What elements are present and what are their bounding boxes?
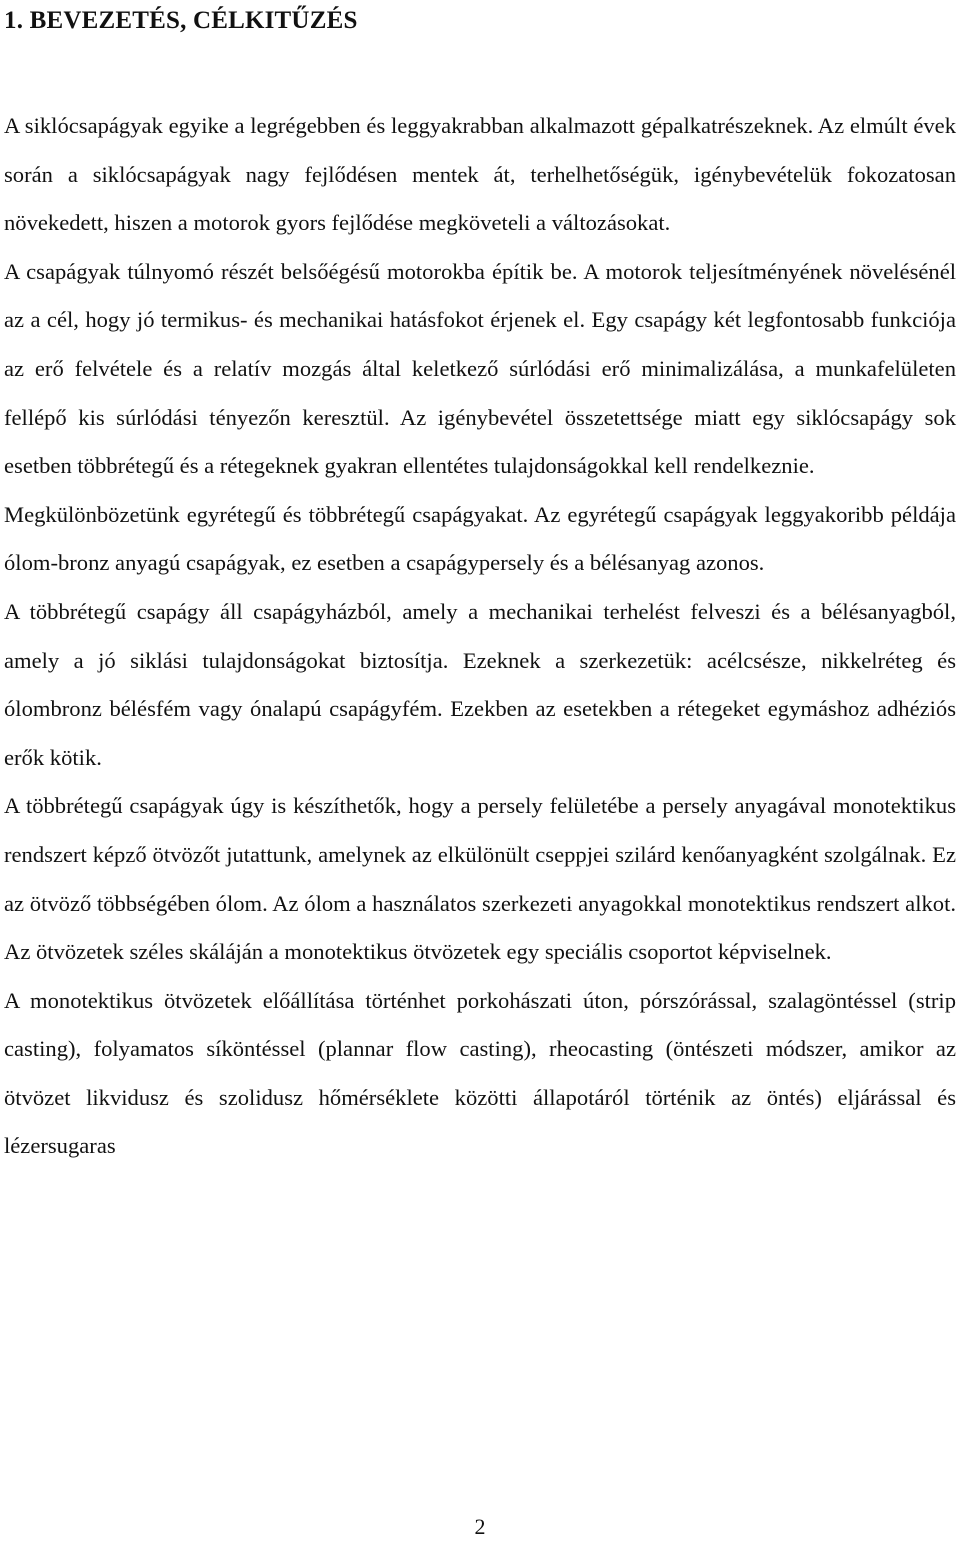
paragraph: A siklócsapágyak egyike a legrégebben és leggyakrabban alkalmazott gépalkatrészeknek. Az elmúlt évek során a siklócsapágyak nagy fejlődésen mentek át, terhelhetőségük, igénybevételük fokozatosan növekedett, hiszen a motorok gyors fejlődése megköveteli a változásokat. <box>4 113 956 236</box>
document-page <box>4 0 956 1171</box>
paragraph: A monotektikus ötvözetek előállítása történhet porkohászati úton, pórszórással, szalagöntéssel (strip casting), folyamatos síköntéssel (plannar flow casting), rheocasting (öntészeti módszer, amikor az ötvözet likvidusz és szolidusz hőmérséklete közötti állapotáról történik az öntés) eljárással és lézersugaras <box>4 987 956 1159</box>
paragraph: A többrétegű csapágy áll csapágyházból, amely a mechanikai terhelést felveszi és a bélésanyagból, amely a jó siklási tulajdonságokat biztosítja. Ezeknek a szerkezetük: acélcsésze, nikkelréteg és ólombronz bélésfém vagy ónalapú csapágyfém. Ezekben az esetekben a rétegeket egymáshoz adhéziós erők kötik. <box>4 598 956 770</box>
page-number: 2 <box>474 1514 486 1539</box>
section-heading: 1. BEVEZETÉS, CÉLKITŰZÉS <box>4 7 358 34</box>
paragraph: Megkülönbözetünk egyrétegű és többrétegű csapágyakat. Az egyrétegű csapágyak leggyakoribb példája ólom-bronz anyagú csapágyak, ez esetben a csapágypersely és a bélésanyag azonos. <box>4 501 956 576</box>
body-text <box>4 102 956 1171</box>
paragraph: A csapágyak túlnyomó részét belsőégésű motorokba építik be. A motorok teljesítményének növelésénél az a cél, hogy jó termikus- és mechanikai hatásfokot érjenek el. Egy csapágy két legfontosabb funkciója az erő felvétele és a relatív mozgás által keletkező súrlódási erő minimalizálása, a munkafelületen fellépő kis súrlódási tényezőn keresztül. Az igénybevétel összetettsége miatt egy siklócsapágy sok esetben többrétegű és a rétegeknek gyakran ellentétes tulajdonságokkal kell rendelkeznie. <box>4 258 956 479</box>
paragraph: A többrétegű csapágyak úgy is készíthetők, hogy a persely felületébe a persely anyagával monotektikus rendszert képző ötvözőt jutattunk, amelynek az elkülönült cseppjei szilárd kenőanyagként szolgálnak. Ez az ötvöző többségében ólom. Az ólom a használatos szerkezeti anyagokkal monotektikus rendszert alkot. Az ötvözetek széles skáláján a monotektikus ötvözetek egy speciális csoportot képviselnek. <box>4 793 956 965</box>
